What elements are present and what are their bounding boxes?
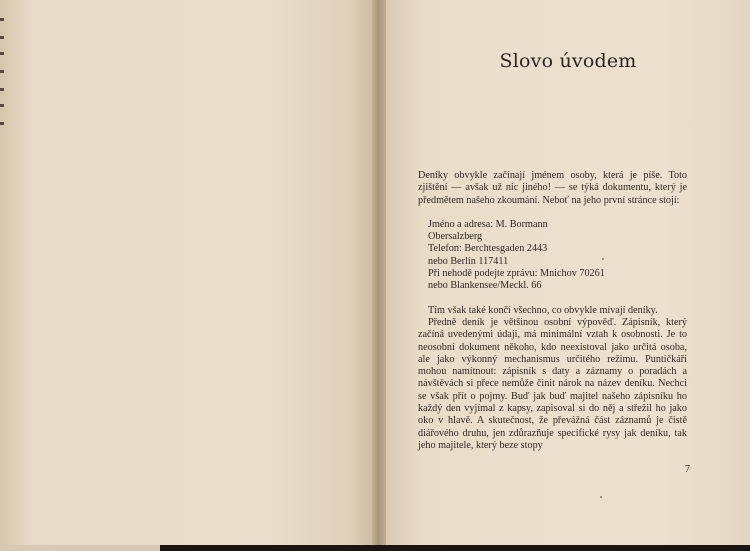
paragraph-intro: Deníky obvykle začínají jménem osoby, která je píše. Toto zjištění — avšak už nic jiného! — se týká dokumentu, který je předmětem našeho zkoumání. Neboť na jeho první stránce stojí: — [418, 170, 687, 206]
left-page-edge-marks — [0, 0, 8, 140]
book-gutter — [372, 0, 386, 551]
address-line: Telefon: Berchtesgaden 2443 — [428, 243, 548, 255]
address-line: nebo Berlín 117411 — [428, 255, 509, 267]
address-line: Obersalzberg — [428, 231, 483, 243]
left-page-bottom-edge — [0, 545, 160, 551]
address-line: nebo Blankensee/Meckl. 66 — [428, 280, 542, 292]
dark-background-strip — [160, 545, 750, 551]
address-block — [418, 219, 687, 293]
paper-speck — [600, 496, 602, 498]
chapter-heading: Slovo úvodem — [499, 50, 637, 72]
paragraph-main: Předně deník je většinou osobní výpověď. Zápisník, který začíná uvedenými údaji, má minimální vztah k osobnosti. Je to neosobní dokument někoho, kdo neexistoval jako určitá osoba, ale jako výkonný mechanismus určitého režimu. Puntičkáři mohou namítnout: zápisník s daty a záznamy o poradách a návštěvách si přece nemůže činit nárok na název deníku. Nechci se však přít o pojmy. Buď jak buď majitel našeho zápisníku ho každý den vyjímal z kapsy, zapisoval si do něj a střežil ho jako oko v hlavě. A skutečnost, že převážná část záznamů je čistě diářového druhu, jen zdůrazňuje specifické rysy jak deníku, tak jeho majitele, který beze stopy — [418, 316, 687, 451]
paper-speck — [602, 258, 604, 260]
address-line: Jméno a adresa: M. Bormann — [428, 218, 548, 230]
page-body — [418, 170, 687, 452]
page-number: 7 — [685, 464, 690, 475]
paragraph-end-of-similarity: Tím však také končí všechno, co obvykle mívají deníky. — [428, 304, 658, 316]
address-line: Při nehodě podejte zprávu: Mnichov 70261 — [428, 268, 605, 280]
